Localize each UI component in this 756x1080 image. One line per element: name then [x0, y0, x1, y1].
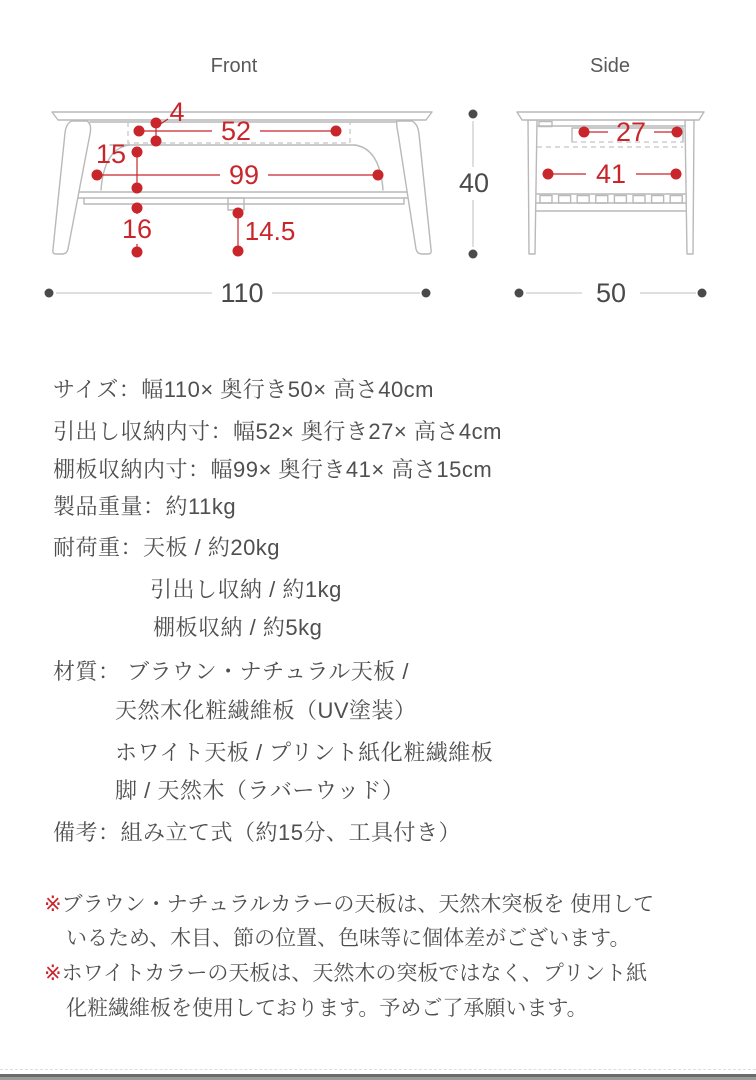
- side-right-leg: [685, 120, 694, 254]
- dim-label-14-5: 14.5: [244, 216, 296, 246]
- spec-line-material-top: 天然木化粧繊維板（UV塗装）: [115, 698, 417, 723]
- front-right-leg: [397, 121, 432, 254]
- dim-label-110: 110: [220, 278, 264, 308]
- note-2-text: ホワイトカラーの天板は、天然木の突板ではなく、プリント紙: [61, 962, 648, 985]
- front-view-title: Front: [210, 55, 258, 77]
- note-1-line-2: いるため、木目、節の位置、色味等に個体差がございます。: [66, 927, 631, 950]
- spec-line-material-legs: 脚 / 天然木（ラバーウッド）: [115, 778, 405, 803]
- dim-label-50: 50: [595, 278, 627, 308]
- dimension-diagram: [0, 0, 756, 340]
- spec-line-load-drawer: 引出し収納 / 約1kg: [150, 577, 342, 602]
- spec-line-material: 材質： ブラウン・ナチュラル天板 /: [53, 659, 410, 684]
- spec-line-shelf-inner: 棚板収納内寸：幅99× 奥行き41× 高さ15cm: [53, 457, 493, 482]
- side-shelf-slats: [540, 196, 682, 204]
- side-shelf-board: [529, 203, 692, 211]
- dim-label-40: 40: [458, 168, 490, 198]
- spec-line-load-top: 耐荷重：天板 / 約20kg: [53, 535, 281, 560]
- table-right-bracket-curve: [355, 145, 383, 190]
- note-2-line-2: 化粧繊維板を使用しております。予めご了承願います。: [66, 997, 588, 1020]
- side-overall-depth: [515, 278, 707, 308]
- dim-label-41: 41: [595, 159, 627, 189]
- note-marker-icon: ※: [44, 893, 62, 916]
- dim-label-99: 99: [228, 160, 260, 190]
- note-1-text: ブラウン・ナチュラルカラーの天板は、天然木突板を 使用して: [61, 893, 655, 916]
- side-overall-height: [459, 110, 489, 259]
- dim-label-16: 16: [121, 214, 153, 244]
- dim-label-52: 52: [220, 116, 252, 146]
- spec-line-weight: 製品重量：約11kg: [53, 494, 237, 519]
- note-2-line-1: [44, 962, 647, 986]
- spec-line-material-white: ホワイト天板 / プリント紙化粧繊維板: [115, 740, 494, 765]
- note-1-line-1: [44, 893, 654, 917]
- front-view-drawing: [45, 55, 433, 308]
- note-marker-icon: ※: [44, 962, 62, 985]
- side-view-title: Side: [589, 55, 631, 77]
- side-tabletop: [517, 112, 704, 120]
- spec-line-load-shelf: 棚板収納 / 約5kg: [153, 615, 323, 640]
- dim-label-4: 4: [169, 97, 185, 127]
- dim-label-27: 27: [615, 117, 647, 147]
- spec-line-remarks: 備考：組み立て式（約15分、工具付き）: [53, 820, 461, 845]
- spec-line-size: サイズ：幅110× 奥行き50× 高さ40cm: [53, 377, 435, 402]
- dim-label-15: 15: [95, 139, 127, 169]
- front-left-leg: [53, 121, 91, 254]
- front-dimensions: [92, 97, 384, 258]
- side-drawer-hidden-lines: [537, 142, 683, 147]
- spec-line-drawer-inner: 引出し収納内寸：幅52× 奥行き27× 高さ4cm: [53, 419, 502, 444]
- side-left-leg: [528, 120, 537, 254]
- bottom-dashed-divider: [0, 1069, 756, 1070]
- shelf-rail: [60, 192, 418, 198]
- side-view-drawing: [459, 55, 707, 308]
- front-overall-width: [45, 278, 431, 308]
